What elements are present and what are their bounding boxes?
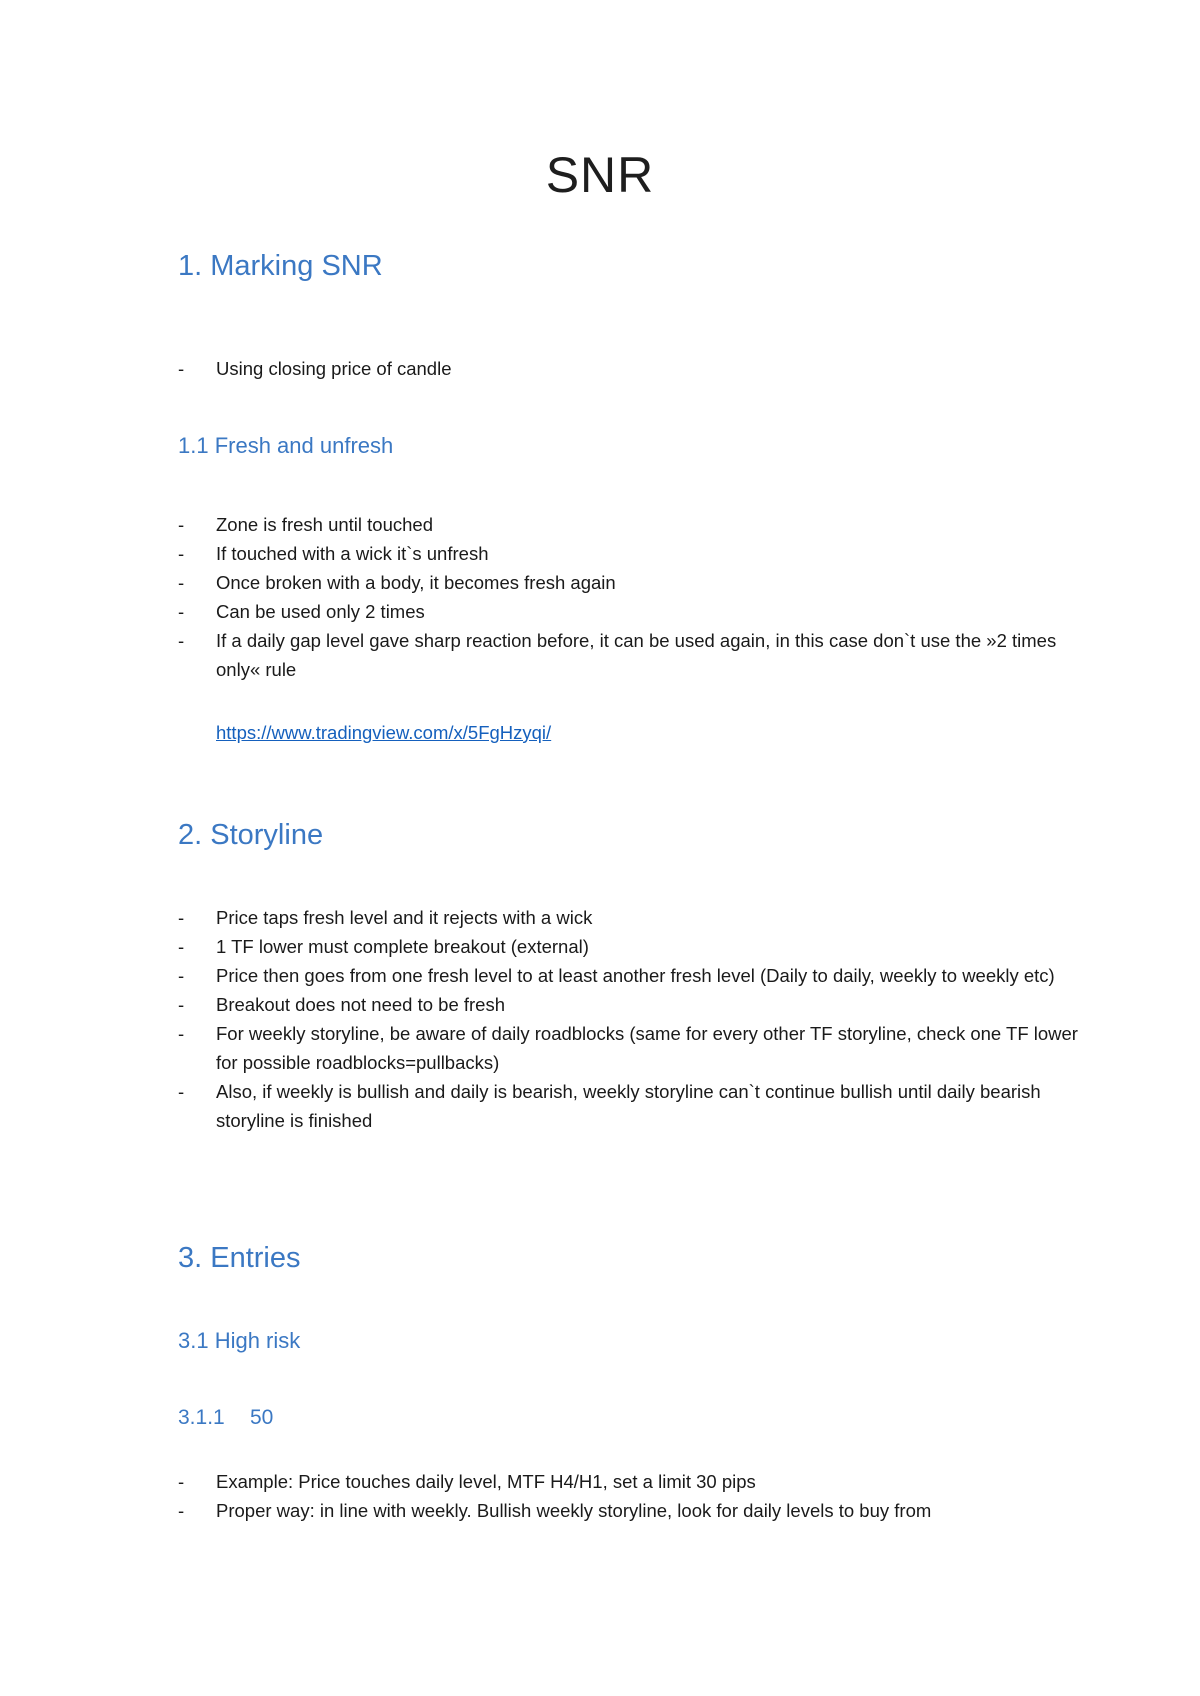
storyline-list: [178, 903, 1078, 1135]
list-item: - For weekly storyline, be aware of daily roadblocks (same for every other TF storyline, check one TF lower for possible roadblocks=pullbacks): [178, 1019, 1078, 1077]
bullet-dash: -: [178, 936, 185, 957]
fresh-unfresh-list: [178, 510, 1078, 684]
bullet-dash: -: [178, 1471, 185, 1492]
list-item: - If a daily gap level gave sharp reaction before, it can be used again, in this case don`t use the »2 times only« rule: [178, 626, 1078, 684]
subsubsection-title: 50: [250, 1406, 274, 1429]
bullet-dash: -: [178, 994, 185, 1015]
list-item: - Can be used only 2 times: [178, 597, 1078, 626]
bullet-dash: -: [178, 514, 185, 535]
list-item: - Using closing price of candle: [178, 354, 1078, 383]
list-item: - Once broken with a body, it becomes fresh again: [178, 568, 1078, 597]
subsection-heading-fresh-unfresh: 1.1 Fresh and unfresh: [178, 433, 394, 458]
section-heading-marking-snr: 1. Marking SNR: [178, 250, 383, 282]
list-item: - Proper way: in line with weekly. Bullish weekly storyline, look for daily levels to buy from: [178, 1496, 1078, 1525]
subsubsection-number: 3.1.1: [178, 1406, 225, 1429]
list-item: - Price then goes from one fresh level to at least another fresh level (Daily to daily, weekly to weekly etc): [178, 961, 1078, 990]
list-item: - If touched with a wick it`s unfresh: [178, 539, 1078, 568]
bullet-dash: -: [178, 543, 185, 564]
list-item: - Also, if weekly is bullish and daily is bearish, weekly storyline can`t continue bullish until daily bearish storyline is finished: [178, 1077, 1078, 1135]
list-item: - Example: Price touches daily level, MTF H4/H1, set a limit 30 pips: [178, 1467, 1078, 1496]
bullet-dash: -: [178, 601, 185, 622]
section-heading-storyline: 2. Storyline: [178, 819, 324, 851]
subsection-heading-high-risk: 3.1 High risk: [178, 1328, 301, 1353]
high-risk-50-list: [178, 1467, 1078, 1525]
marking-snr-list: [178, 354, 1078, 383]
bullet-dash: -: [178, 572, 185, 593]
bullet-dash: -: [178, 1500, 185, 1521]
section-heading-entries: 3. Entries: [178, 1242, 301, 1274]
list-item: - 1 TF lower must complete breakout (external): [178, 932, 1078, 961]
document-title: SNR: [545, 147, 655, 203]
subsubsection-heading-50: [178, 1407, 273, 1428]
tradingview-link[interactable]: https://www.tradingview.com/x/5FgHzyqi/: [216, 722, 552, 743]
bullet-dash: -: [178, 1023, 185, 1044]
list-item: - Price taps fresh level and it rejects with a wick: [178, 903, 1078, 932]
bullet-dash: -: [178, 965, 185, 986]
bullet-dash: -: [178, 1081, 185, 1102]
bullet-dash: -: [178, 630, 185, 651]
bullet-dash: -: [178, 907, 185, 928]
bullet-dash: -: [178, 358, 185, 379]
list-item: - Breakout does not need to be fresh: [178, 990, 1078, 1019]
list-item: - Zone is fresh until touched: [178, 510, 1078, 539]
